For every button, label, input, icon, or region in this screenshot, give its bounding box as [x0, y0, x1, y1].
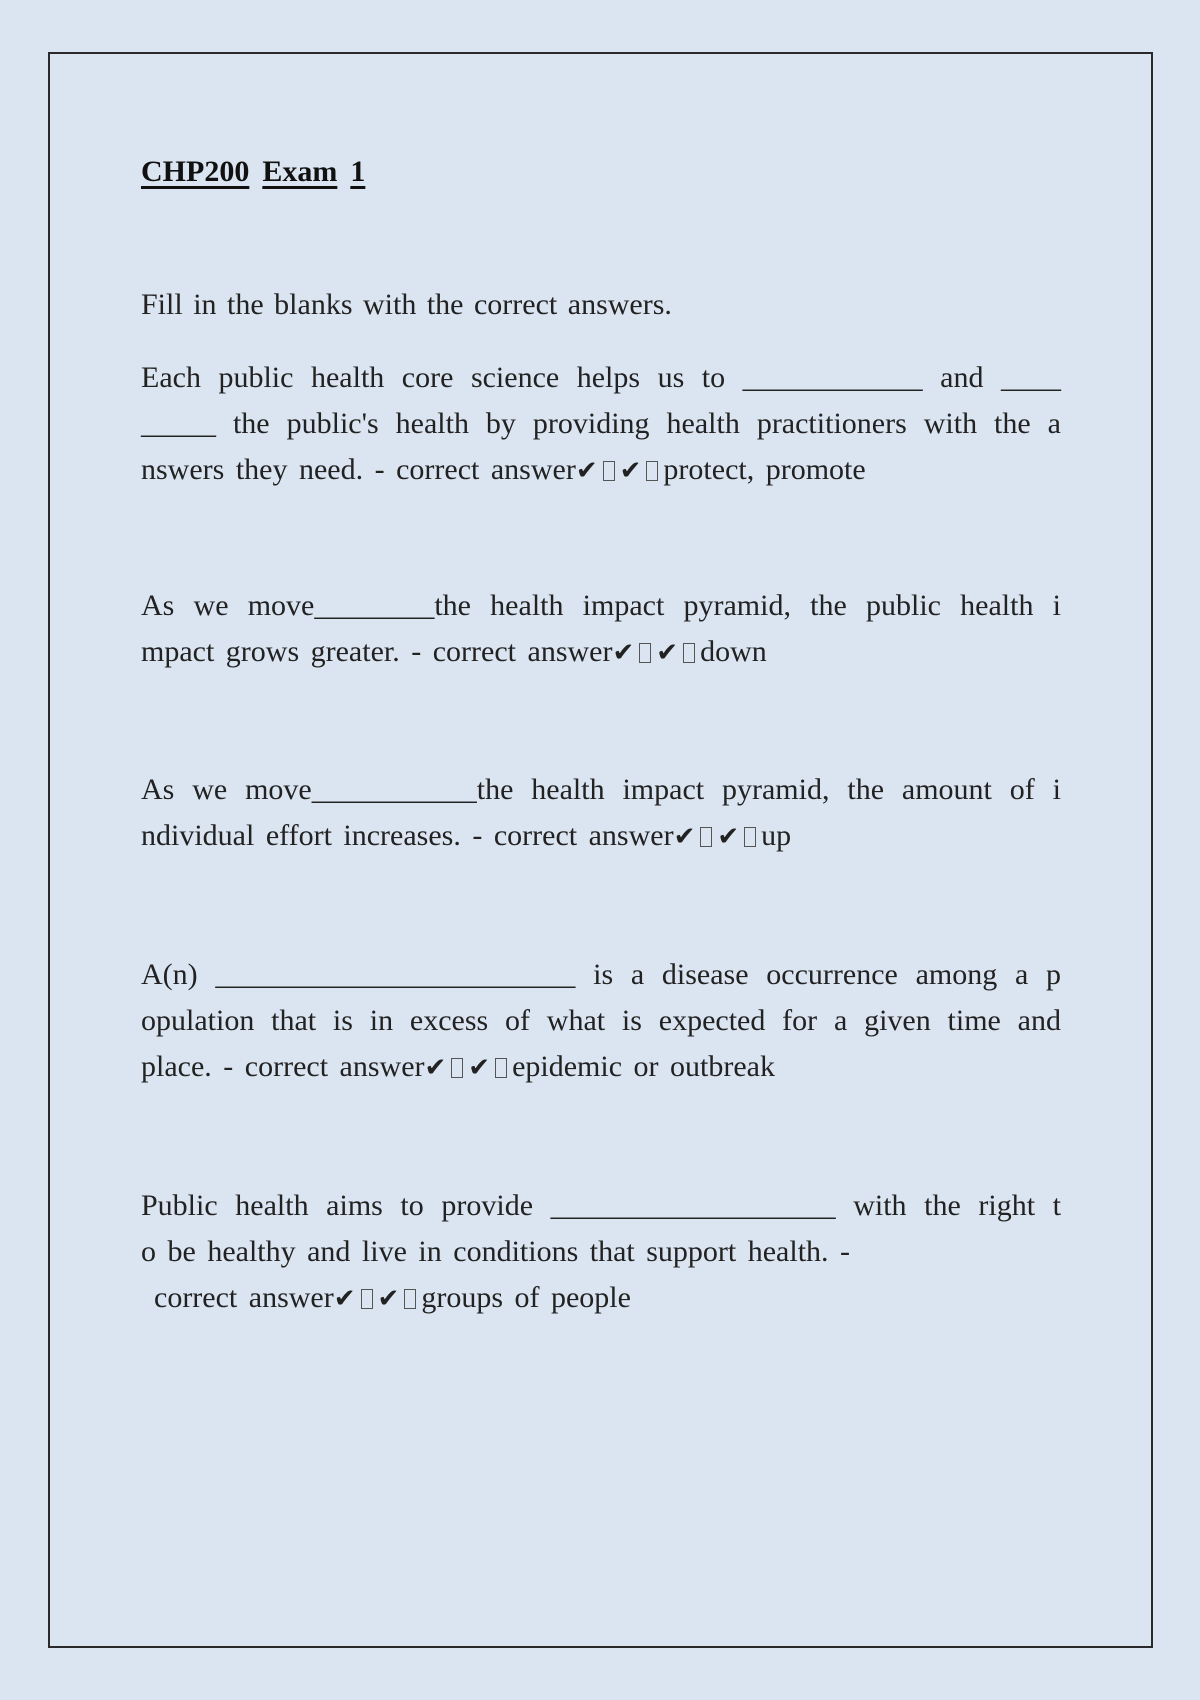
answer-prefix: - correct answer — [223, 1050, 425, 1083]
checkmark-icon: ✔ — [468, 1053, 491, 1083]
question-1-line-3-text: nswers they need. — [141, 453, 364, 486]
question-1-answer: protect, promote — [663, 453, 866, 486]
question-5-answer: groups of people — [421, 1281, 631, 1314]
question-4-line-3-text: place. — [141, 1050, 212, 1083]
checkmark-icon: ✔ — [575, 456, 598, 486]
question-3-line-1: As we move___________the health impact pyramid, the amount of i — [141, 773, 1061, 806]
question-3 — [141, 767, 1061, 860]
answer-prefix: - correct answer — [374, 453, 576, 486]
question-1 — [141, 355, 1061, 494]
instructions: Fill in the blanks with the correct answers. — [141, 288, 672, 321]
question-5-line-3 — [141, 1275, 1061, 1322]
missing-glyph-box-icon — [646, 461, 658, 481]
title-word-course: CHP200 — [141, 155, 250, 188]
answer-prefix: - correct answer — [411, 635, 613, 668]
checkmark-icon: ✔ — [424, 1053, 447, 1083]
missing-glyph-box-icon — [700, 827, 712, 847]
question-5-line-1: Public health aims to provide ___________________ with the right t — [141, 1189, 1061, 1222]
question-1-line-1: Each public health core science helps us to ____________ and ____ — [141, 361, 1061, 394]
question-2-line-1: As we move________the health impact pyramid, the public health i — [141, 589, 1061, 622]
checkmark-icon: ✔ — [612, 638, 635, 668]
checkmark-icon: ✔ — [333, 1284, 356, 1314]
question-4-answer: epidemic or outbreak — [512, 1050, 775, 1083]
checkmark-icon: ✔ — [656, 638, 679, 668]
question-4-line-1: A(n) ________________________ is a disease occurrence among a p — [141, 958, 1061, 991]
question-3-line-2 — [141, 813, 1061, 860]
answer-prefix: - correct answer — [472, 819, 674, 852]
missing-glyph-box-icon — [451, 1058, 463, 1078]
missing-glyph-box-icon — [683, 643, 695, 663]
question-2 — [141, 583, 1061, 676]
question-1-line-2: _____ the public's health by providing health practitioners with the a — [141, 407, 1061, 440]
checkmark-icon: ✔ — [619, 456, 642, 486]
answer-prefix: correct answer — [154, 1281, 334, 1314]
missing-glyph-box-icon — [603, 461, 615, 481]
missing-glyph-box-icon — [639, 643, 651, 663]
question-5-line-2: o be healthy and live in conditions that support health. - — [141, 1235, 851, 1268]
checkmark-icon: ✔ — [673, 822, 696, 852]
title-word-exam: Exam — [262, 155, 338, 188]
missing-glyph-box-icon — [744, 827, 756, 847]
question-2-line-2 — [141, 629, 1061, 676]
question-2-answer: down — [700, 635, 767, 668]
question-4 — [141, 952, 1061, 1091]
checkmark-icon: ✔ — [377, 1284, 400, 1314]
missing-glyph-box-icon — [361, 1289, 373, 1309]
missing-glyph-box-icon — [404, 1289, 416, 1309]
question-4-line-2: opulation that is in excess of what is expected for a given time and — [141, 1004, 1061, 1037]
question-3-answer: up — [761, 819, 792, 852]
question-4-line-3 — [141, 1044, 1061, 1091]
question-1-line-3 — [141, 447, 1061, 494]
title-word-number: 1 — [350, 155, 366, 188]
checkmark-icon: ✔ — [717, 822, 740, 852]
document-title — [141, 155, 378, 189]
question-2-line-2-text: mpact grows greater. — [141, 635, 400, 668]
missing-glyph-box-icon — [495, 1058, 507, 1078]
question-3-line-2-text: ndividual effort increases. — [141, 819, 461, 852]
question-5 — [141, 1183, 1061, 1322]
